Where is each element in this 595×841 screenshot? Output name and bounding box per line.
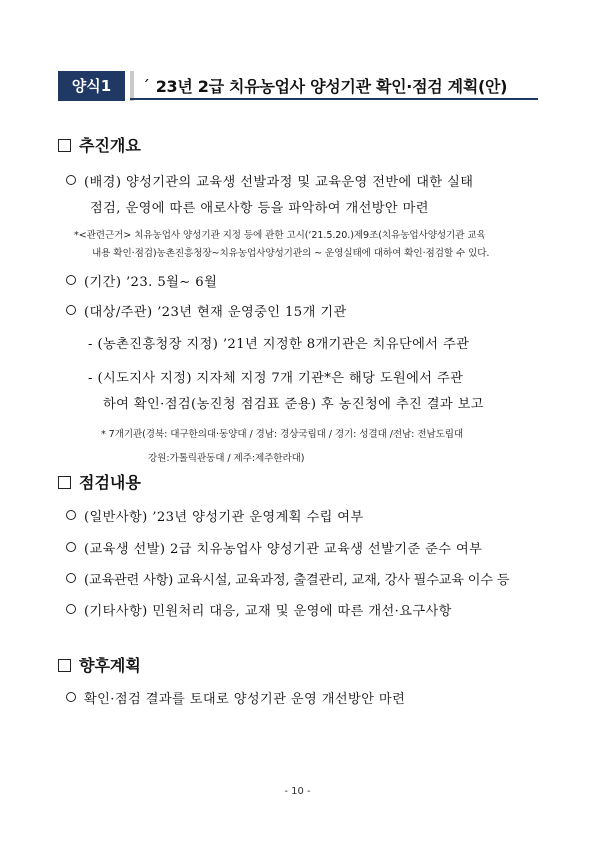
document-title — [142, 74, 507, 97]
section-heading-inspection — [58, 470, 141, 493]
checkbox-square-icon — [58, 659, 71, 672]
section-title: 향후계획 — [79, 656, 141, 675]
inspection-item-2 — [66, 538, 482, 557]
title-text: 23년 2급 치유농업사 양성기관 확인·점검 계획(안) — [155, 77, 508, 96]
basis-note-line2: 내용 확인·점검)농촌진흥청장~치유농업사양성기관의 ~ 운영실태에 대하여 확인·점검할 수 있다. — [92, 248, 490, 259]
title-tick: ˊ — [142, 77, 150, 96]
inspection-item-text: (일반사항) ’23년 양성기관 운영계획 수립 여부 — [84, 510, 364, 525]
form-label-badge: 양식1 — [58, 71, 125, 101]
future-item-text: 확인·점검 결과를 토대로 양성기관 운영 개선방안 마련 — [84, 692, 406, 707]
circle-bullet-icon — [66, 692, 76, 702]
circle-bullet-icon — [66, 542, 76, 552]
overview-background-line1 — [66, 171, 473, 190]
future-item — [66, 688, 405, 707]
circle-bullet-icon — [66, 275, 76, 285]
inspection-item-4 — [66, 600, 452, 619]
overview-period — [66, 271, 217, 290]
period-text: (기간) ’23. 5월∼ 6월 — [84, 275, 218, 290]
circle-bullet-icon — [66, 573, 76, 583]
overview-sub2-line1: - (시도지사 지정) 지자체 지정 7개 기관*은 해당 도원에서 주관 — [88, 371, 464, 386]
circle-bullet-icon — [66, 305, 76, 315]
badge-shadow — [130, 71, 134, 101]
section-heading-overview — [58, 133, 141, 156]
background-text: (배경) 양성기관의 교육생 선발과정 및 교육운영 전반에 대한 실태 — [84, 175, 474, 190]
overview-target — [66, 301, 347, 320]
inspection-item-text: (교육생 선발) 2급 치유농업사 양성기관 교육생 선발기준 준수 여부 — [84, 542, 483, 557]
page-number: - 10 - — [284, 786, 311, 797]
checkbox-square-icon — [58, 476, 71, 489]
overview-sub2-line2: 하여 확인·점검(농진청 점검표 준용) 후 농진청에 추진 결과 보고 — [103, 397, 484, 412]
target-text: (대상/주관) ’23년 현재 운영중인 15개 기관 — [84, 305, 347, 320]
section-heading-future — [58, 653, 141, 676]
inspection-item-text: (교육관련 사항) 교육시설, 교육과정, 출결관리, 교재, 강사 필수교육 이수 등 — [84, 573, 510, 588]
institutions-note-line2: 강원:가톨릭관동대 / 제주:제주한라대) — [148, 453, 305, 464]
inspection-item-text: (기타사항) 민원처리 대응, 교재 및 운영에 따른 개선·요구사항 — [84, 604, 452, 619]
title-underline — [130, 98, 538, 100]
inspection-item-3 — [66, 569, 509, 588]
basis-note-line1: *<관련근거> 치유농업사 양성기관 지정 등에 관한 고시(‘21.5.20.)제9조(치유농업사양성기관 교육 — [74, 230, 486, 241]
circle-bullet-icon — [66, 510, 76, 520]
section-title: 추진개요 — [79, 136, 141, 155]
inspection-item-1 — [66, 506, 364, 525]
overview-background-line2: 점검, 운영에 따른 애로사항 등을 파악하여 개선방안 마련 — [90, 201, 429, 216]
section-title: 점검내용 — [79, 473, 141, 492]
checkbox-square-icon — [58, 139, 71, 152]
institutions-note-line1: * 7개기관(경북: 대구한의대·동양대 / 경남: 경상국립대 / 경기: 성결대 /전남: 전남도립대 — [101, 429, 464, 440]
circle-bullet-icon — [66, 604, 76, 614]
form-header — [58, 71, 538, 101]
overview-sub1: - (농촌진흥청장 지정) ’21년 지정한 8개기관은 치유단에서 주관 — [88, 337, 470, 352]
circle-bullet-icon — [66, 175, 76, 185]
